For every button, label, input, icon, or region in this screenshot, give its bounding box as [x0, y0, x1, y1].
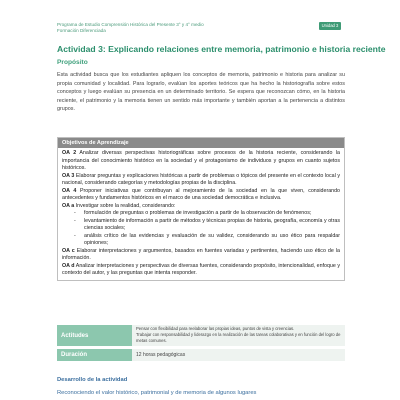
objectives-body	[58, 148, 344, 280]
objective-subitem: - análisis crítico de las evidencias y evaluación de su validez, considerando su uso ético para respaldar opiniones;	[74, 233, 340, 248]
objective-subitems	[62, 210, 340, 248]
objective-code: OA a	[62, 202, 75, 209]
objective-item	[62, 150, 340, 173]
objective-subitem: - levantamiento de información a partir de métodos y técnicas propias de historia, geografía, economía y otras ciencias sociales;	[74, 218, 340, 233]
purpose-heading: Propósito	[57, 59, 88, 66]
objective-code: OA 4	[62, 187, 77, 194]
program-title: Programa de Estudio Comprensión Histórica del Presente 3° y 4° medio	[57, 22, 204, 27]
objective-code: OA c	[62, 247, 75, 254]
objective-item	[62, 188, 340, 203]
purpose-text: Esta actividad busca que los estudiantes apliquen los conceptos de memoria, patrimonio e historia para analizar su propia comunidad y localidad. Para lograrlo, evalúan los aportes teóricos que ha hecho la historiografía sobre estos conceptos y luego evalúan su presencia en un determinado territorio. Se espera que reconozcan cómo, en la historia reciente, el patrimonio y la memoria tienen un sentido más importante y también aportan a la pertenencia a distintos grupos.	[57, 72, 345, 113]
attitudes-value	[132, 325, 345, 346]
page-header	[0, 0, 400, 40]
objective-item	[62, 263, 340, 278]
objective-code: OA 3	[62, 172, 75, 179]
objective-item	[62, 173, 340, 188]
objective-text: Investigar sobre la realidad, considerando:	[75, 202, 176, 209]
objective-text: Analizar diversas perspectivas historiográficas sobre procesos de la historia reciente, considerando la importancia del conocimiento histórico en la sociedad y el protagonismo de individuos y grupos en cuanto sujetos históricos.	[62, 150, 341, 171]
activity-title: Actividad 3: Explicando relaciones entre memoria, patrimonio e historia reciente	[57, 44, 386, 54]
duration-row	[57, 349, 345, 361]
objective-subitem: - formulación de preguntas o problemas de investigación a partir de la observación de fenómenos;	[74, 210, 340, 218]
development-subtitle: Reconociendo el valor histórico, patrimonial y de memoria de algunos lugares	[57, 390, 257, 396]
objective-text: Elaborar preguntas y explicaciones históricas a partir de problemas o tópicos del presente en el contexto local y nacional, considerando categorías y metodologías propias de la disciplina.	[62, 172, 340, 186]
objectives-box	[57, 137, 345, 281]
duration-label: Duración	[57, 349, 132, 361]
attitude-line: Trabajar con responsabilidad y liderazgo en la realización de las tareas colaborativas y en función del logro de metas comunes.	[136, 332, 341, 344]
attitude-line: Pensar con flexibilidad para reelaborar las propias ideas, puntos de vista y creencias.	[136, 326, 295, 331]
objectives-header: Objetivos de Aprendizaje	[58, 138, 344, 148]
objective-text: Proponer iniciativas que contribuyan al mejoramiento de la sociedad en la que viven, considerando antecedentes y fundamentos históricos en el marco de una sociedad democrática e inclusiva.	[62, 187, 341, 201]
objective-text: Analizar interpretaciones y perspectivas de diversas fuentes, considerando propósito, intencionalidad, enfoque y contexto del autor, y las preguntas que intenta responder.	[62, 262, 340, 276]
objective-code: OA d	[62, 262, 75, 269]
attitudes-row	[57, 325, 345, 346]
development-title: Desarrollo de la actividad	[57, 377, 128, 383]
attitudes-label: Actitudes	[57, 325, 132, 346]
objective-text: Elaborar interpretaciones y argumentos, basados en fuentes variadas y pertinentes, haciendo uso ético de la información.	[62, 247, 340, 261]
duration-value: 12 horas pedagógicas	[132, 349, 345, 361]
program-subtitle: Formación Diferenciada	[57, 28, 106, 33]
unit-badge: Unidad 3	[319, 22, 341, 30]
objective-code: OA 2	[62, 150, 77, 156]
objective-item	[62, 203, 340, 211]
objective-item	[62, 248, 340, 263]
